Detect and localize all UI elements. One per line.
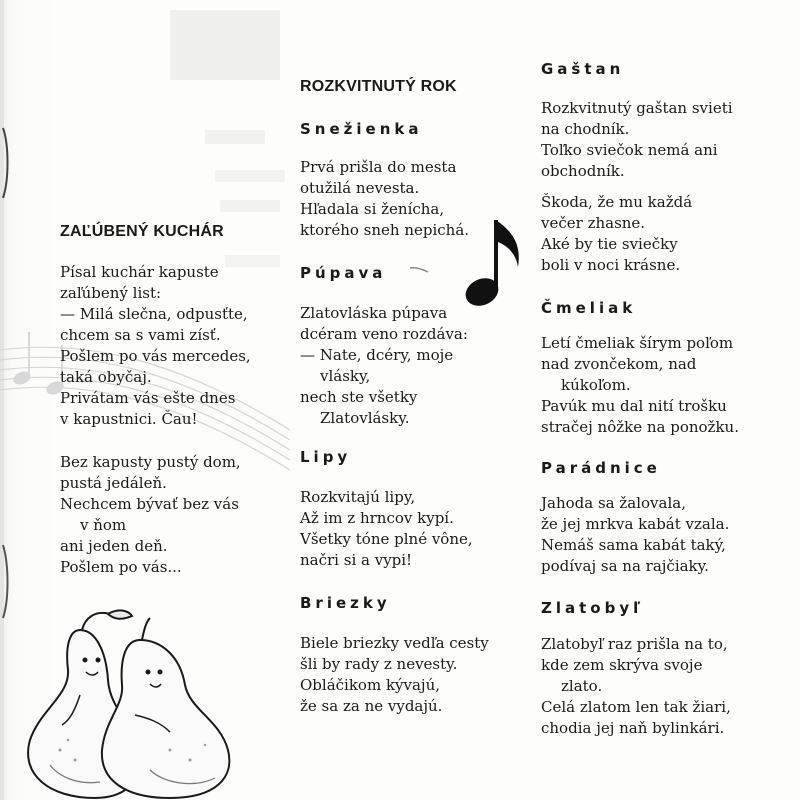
poem-title-briezky: Briezky — [300, 594, 391, 612]
verse-line: — Milá slečna, odpusťte, — [60, 305, 248, 323]
stanza — [541, 192, 692, 276]
verse-line: v ňom — [80, 516, 127, 534]
verse-line: taká obyčaj. — [60, 368, 152, 386]
verse-line: chodia jej naň bylinkári. — [541, 719, 725, 737]
verse-line: Nechcem bývať bez vás — [60, 495, 239, 513]
verse-line: vlásky, — [320, 367, 371, 385]
stray-mark — [408, 265, 430, 275]
poem-title-zlatobyl: Zlatobyľ — [541, 599, 645, 617]
verse-line: Obláčikom kývajú, — [300, 676, 441, 694]
verse-line: Pošlem po vás mercedes, — [60, 347, 251, 365]
verse-line: že jej mrkva kabát vzala. — [541, 515, 730, 533]
verse-line: Pavúk mu dal nití trošku — [541, 397, 727, 415]
verse-line: Privátam vás ešte dnes — [60, 389, 236, 407]
stanza — [300, 303, 468, 429]
verse-line: podívaj sa na rajčiaky. — [541, 557, 709, 575]
verse-line: Rozkvitajú lipy, — [300, 488, 416, 506]
eighth-note-icon — [462, 212, 524, 312]
stanza — [60, 452, 241, 578]
verse-line: Zlatovláska púpava — [300, 304, 448, 322]
stanza — [541, 493, 729, 577]
verse-line: Biele briezky vedľa cesty — [300, 634, 489, 652]
verse-line: Všetky tóne plné vône, — [300, 530, 473, 548]
verse-line: Písal kuchár kapuste — [60, 263, 219, 281]
poem-title-gastan: Gaštan — [541, 60, 625, 78]
verse-line: chcem sa s vami zísť. — [60, 326, 221, 344]
verse-line: Jahoda sa žalovala, — [541, 494, 686, 512]
verse-line: zaľúbený list: — [60, 284, 162, 302]
verse-line: Pošlem po vás... — [60, 558, 182, 576]
verse-line: stračej nôžke na ponožku. — [541, 418, 739, 436]
pears-illustration-icon — [20, 600, 250, 800]
poem-title-lipy: Lipy — [300, 448, 352, 466]
verse-line: na chodník. — [541, 120, 630, 138]
stanza — [541, 98, 733, 182]
verse-line: Rozkvitnutý gaštan svieti — [541, 99, 733, 117]
verse-line: Hľadala si ženícha, — [300, 200, 445, 218]
verse-line: večer zhasne. — [541, 214, 646, 232]
verse-line: načri si a vypi! — [300, 551, 413, 569]
verse-line: v kapustnici. Čau! — [60, 410, 198, 428]
verse-line: Prvá prišla do mesta — [300, 158, 457, 176]
stanza — [541, 333, 739, 438]
poem-title-cmeliak: Čmeliak — [541, 299, 637, 317]
stanza — [60, 262, 251, 430]
verse-line: Až im z hrncov kypí. — [300, 509, 454, 527]
verse-line: ani jeden deň. — [60, 537, 168, 555]
verse-line: nech ste všetky — [300, 388, 418, 406]
poem-title-snezienka: Snežienka — [300, 120, 423, 138]
poem-title-paradnice: Parádnice — [541, 459, 661, 477]
verse-line: Bez kapusty pustý dom, — [60, 453, 241, 471]
poem-title-pupava: Púpava — [300, 264, 387, 282]
verse-line: že sa za ne vydajú. — [300, 697, 443, 715]
stanza — [541, 634, 731, 739]
verse-line: Celá zlatom len tak žiari, — [541, 698, 731, 716]
verse-line: Letí čmeliak šírym poľom — [541, 334, 734, 352]
verse-line: Zlatobyľ raz prišla na to, — [541, 635, 728, 653]
poem-heading-zalubeny-kuchar: ZAĽÚBENÝ KUCHÁR — [60, 223, 224, 240]
stanza — [300, 633, 489, 717]
verse-line: Toľko sviečok nemá ani — [541, 141, 718, 159]
section-heading-rozkvitnuty-rok: ROZKVITNUTÝ ROK — [300, 78, 457, 95]
verse-line: obchodník. — [541, 162, 625, 180]
verse-line: Nemáš sama kabát taký, — [541, 536, 726, 554]
verse-line: Aké by tie sviečky — [541, 235, 678, 253]
verse-line: kúkoľom. — [561, 376, 631, 394]
verse-line: nad zvončekom, nad — [541, 355, 697, 373]
verse-line: dcéram veno rozdáva: — [300, 325, 468, 343]
bleed-through-shadow — [150, 0, 300, 300]
verse-line: — Nate, dcéry, moje — [300, 346, 454, 364]
verse-line: pustá jedáleň. — [60, 474, 167, 492]
verse-line: zlato. — [561, 677, 603, 695]
stanza — [300, 157, 469, 241]
verse-line: Zlatovlásky. — [320, 409, 410, 427]
stanza — [300, 487, 473, 571]
verse-line: otužilá nevesta. — [300, 179, 420, 197]
verse-line: boli v noci krásne. — [541, 256, 681, 274]
verse-line: kde zem skrýva svoje — [541, 656, 703, 674]
verse-line: Škoda, že mu každá — [541, 193, 693, 211]
verse-line: ktorého sneh nepichá. — [300, 221, 470, 239]
verse-line: šli by rady z nevesty. — [300, 655, 458, 673]
